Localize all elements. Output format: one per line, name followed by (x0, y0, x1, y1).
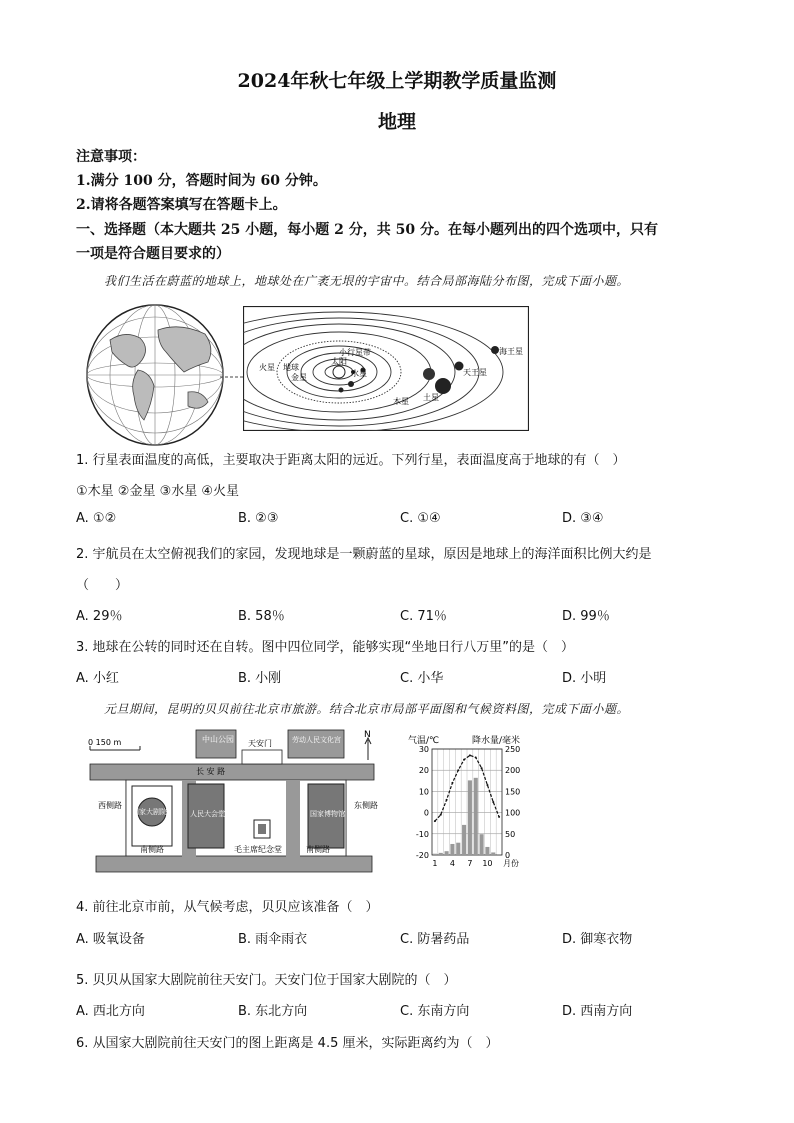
precipitation-bar (462, 825, 466, 855)
y-tick-label-left: -20 (415, 851, 429, 860)
temperature-point (469, 754, 471, 756)
y-tick-label-right: 250 (505, 745, 521, 754)
beijing-map (86, 728, 386, 874)
y-tick-label-right: 200 (505, 766, 521, 776)
q5-option-d[interactable]: D. 西南方向 (562, 1004, 633, 1019)
question-1-stem: 1. 行星表面温度的高低，主要取决于距离太阳的远近。下列行星，表面温度高于地球的有（ ） (76, 453, 626, 468)
q4-option-a[interactable]: A. 吸氧设备 (76, 932, 145, 947)
y-tick-label-left: 10 (418, 787, 429, 797)
exam-subject: 地理 (377, 111, 416, 133)
q5-option-c[interactable]: C. 东南方向 (400, 1004, 470, 1019)
notice-heading: 注意事项： (76, 149, 146, 165)
building-national-theatre: 国家大剧院 (132, 808, 167, 816)
x-tick-label: 10 (482, 859, 493, 868)
temperature-point (434, 820, 436, 822)
y-tick-label-right: 50 (505, 829, 516, 839)
y-axis-label-left: 气温/℃ (408, 736, 440, 746)
planet-label: 土星 (423, 393, 439, 402)
temperature-point (481, 767, 483, 769)
planet-label: 天王星 (463, 368, 487, 377)
notice-item: 1.满分 100 分，答题时间为 60 分钟。 (76, 173, 327, 189)
y-tick-label-right: 100 (505, 808, 521, 818)
question-6-stem: 6. 从国家大剧院前往天安门的图上距离是 4.5 厘米，实际距离约为（ ） (76, 1036, 499, 1051)
precipitation-bar (485, 847, 489, 855)
temperature-point (486, 784, 488, 786)
precipitation-bar (491, 852, 495, 855)
q3-option-b[interactable]: B. 小刚 (238, 671, 282, 686)
planet-label: 水星 (351, 369, 367, 378)
q3-option-c[interactable]: C. 小华 (400, 671, 444, 686)
q3-option-a[interactable]: A. 小红 (76, 671, 119, 686)
q4-option-d[interactable]: D. 御寒衣物 (562, 932, 633, 947)
road-changan: 长 安 路 (196, 767, 226, 776)
question-3-stem: 3. 地球在公转的同时还在自转。图中四位同学，能够实现“坐地日行八万里”的是（ ） (76, 640, 575, 655)
q2-option-a[interactable]: A. 29％ (76, 609, 123, 624)
precipitation-bar (480, 834, 484, 855)
q1-option-a[interactable]: A. ①② (76, 511, 117, 526)
globe-figure (80, 300, 246, 450)
intro-text: 我们生活在蔚蓝的地球上，地球处在广袤无垠的宇宙中。结合局部海陆分布图，完成下面小题。 (104, 274, 630, 288)
planet-label: 小行星带 (339, 348, 371, 357)
planet-label: 地球 (283, 363, 299, 372)
q3-option-d[interactable]: D. 小明 (562, 671, 607, 686)
road-east: 东侧路 (354, 801, 378, 810)
exam-title: 2024年秋七年级上学期教学质量监测 (237, 70, 557, 92)
question-2-paren: （ ） (76, 578, 129, 593)
building-tiananmen: 天安门 (248, 739, 272, 748)
q1-option-b[interactable]: B. ②③ (238, 511, 279, 526)
climate-chart (406, 733, 546, 873)
q4-option-c[interactable]: C. 防暑药品 (400, 932, 470, 947)
q2-option-b[interactable]: B. 58％ (238, 609, 285, 624)
planet-label: 太阳 (331, 357, 347, 366)
q1-option-d[interactable]: D. ③④ (562, 511, 604, 526)
building-mao-memorial: 毛主席纪念堂 (234, 845, 282, 854)
q5-option-b[interactable]: B. 东北方向 (238, 1004, 308, 1019)
temperature-point (492, 801, 494, 803)
y-tick-label-right: 150 (505, 787, 521, 797)
planet-label: 海王星 (499, 347, 523, 356)
road-west: 西侧路 (98, 801, 122, 810)
temperature-point (457, 769, 459, 771)
building-national-museum: 国家博物馆 (310, 810, 345, 818)
map-scale: 0 150 m (88, 738, 122, 747)
y-axis-label-right: 降水量/毫米 (472, 736, 521, 746)
y-tick-label-left: 0 (423, 808, 429, 818)
road-south-west: 南侧路 (140, 845, 164, 854)
temperature-point (463, 759, 465, 761)
planet-label: 木星 (393, 397, 409, 406)
question-2-stem: 2. 宇航员在太空俯视我们的家园，发现地球是一颗蔚蓝的星球，原因是地球上的海洋面积比例大约是 (76, 547, 652, 562)
notice-item: 2.请将各题答案填写在答题卡上。 (76, 197, 287, 213)
question-4-stem: 4. 前往北京市前，从气候考虑，贝贝应该准备（ ） (76, 900, 379, 915)
x-tick-label: 7 (467, 859, 473, 868)
q2-option-c[interactable]: C. 71％ (400, 609, 447, 624)
x-tick-label: 4 (449, 859, 455, 868)
question-5-stem: 5. 贝贝从国家大剧院前往天安门。天安门位于国家大剧院的（ ） (76, 973, 457, 988)
building-great-hall: 人民大会堂 (190, 810, 225, 818)
precipitation-bar (450, 844, 454, 855)
section-heading-cont: 一项是符合题目要求的） (76, 246, 230, 262)
y-tick-label-right: 0 (505, 851, 511, 860)
precipitation-bar (439, 853, 443, 855)
road-south-east: 南侧路 (306, 845, 330, 854)
temperature-point (475, 756, 477, 758)
q4-option-b[interactable]: B. 雨伞雨衣 (238, 932, 308, 947)
q5-option-a[interactable]: A. 西北方向 (76, 1004, 145, 1019)
intro-text-2: 元旦期间，昆明的贝贝前往北京市旅游。结合北京市局部平面图和气候资料图，完成下面小题。 (104, 702, 630, 716)
section-heading: 一、选择题（本大题共 25 小题，每小题 2 分，共 50 分。在每小题列出的四个选项中，只有 (76, 222, 658, 238)
y-tick-label-left: 20 (418, 766, 429, 776)
building-workers-palace: 劳动人民文化宫 (292, 736, 341, 744)
q1-option-c[interactable]: C. ①④ (400, 511, 441, 526)
north-arrow: N (364, 730, 371, 740)
question-1-choices: ①木星 ②金星 ③水星 ④火星 (76, 484, 240, 499)
x-axis-unit: 月份 (503, 859, 519, 868)
precipitation-bar (433, 854, 437, 855)
y-tick-label-left: 30 (418, 745, 429, 754)
precipitation-bar (497, 854, 501, 855)
precipitation-bar (456, 843, 460, 855)
precipitation-bar (445, 851, 449, 855)
precipitation-bar (468, 780, 472, 855)
precipitation-bar (474, 778, 478, 855)
temperature-point (446, 799, 448, 801)
solar-system-figure (243, 306, 529, 431)
y-tick-label-left: -10 (415, 829, 429, 839)
planet-label: 火星 (259, 363, 275, 372)
planet-label: 金星 (291, 373, 307, 382)
building-zhongshan-park: 中山公园 (202, 735, 234, 744)
temperature-point (498, 816, 500, 818)
q2-option-d[interactable]: D. 99％ (562, 609, 610, 624)
x-tick-label: 1 (432, 859, 438, 868)
temperature-point (451, 782, 453, 784)
temperature-point (440, 814, 442, 816)
